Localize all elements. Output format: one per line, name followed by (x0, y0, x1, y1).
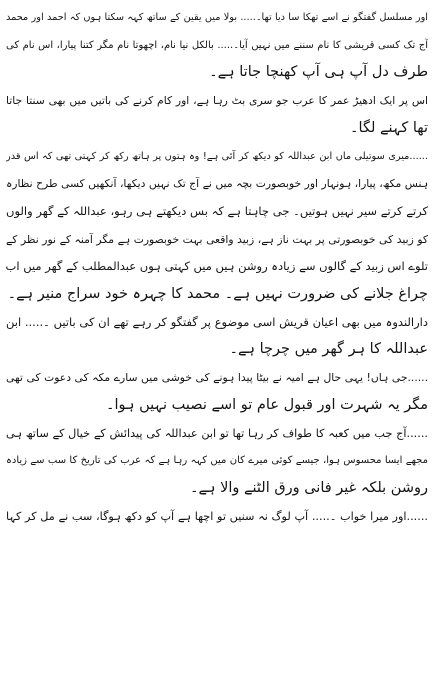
text-line: ......اور میرا خواب ۔..... آپ لوگ نہ سنیں تو اچھا ہے آپ کو دکھ ہوگا، سب نے مل کر کہا (6, 509, 428, 523)
text-line: ......آج جب میں کعبہ کا طواف کر رہا تھا تو ابن عبداللہ کی پیدائش کے خیال کے ساتھ ہی (6, 426, 428, 440)
text-line: اور مسلسل گفتگو نے اسے تھکا سا دیا تھا۔..... بولا میں یقین کے ساتھ کہہ سکتا ہوں کہ احمد اور محمد (6, 12, 428, 23)
text-line: طرف دل آپ ہی آپ کھنچا جاتا ہے۔ (209, 64, 428, 81)
text-line: آج تک کسی قریشی کا نام سننے میں نہیں آیا۔..... بالکل نیا نام، اچھوتا نام مگر کتنا پیارا، اس نام کی (6, 39, 428, 51)
text-line: عبداللہ کا ہر گھر میں چرچا ہے۔ (229, 341, 428, 358)
text-line: تھا کہنے لگا۔ (350, 119, 428, 136)
text-line: ہنس مکھ، پیارا، ہونہار اور خوبصورت بچہ میں نے آج تک نہیں دیکھا، آنکھیں کسی طرح نظارہ (6, 177, 428, 191)
text-line: کو زبید کی خوبصورتی پر بہت ناز ہے، زبید واقعی بہت خوبصورت ہے مگر آمنہ کے نور نظر کے (6, 232, 428, 246)
text-line: تلوے اس زبید کے گالوں سے زیادہ روشن ہیں میں کہتی ہوں عبدالمطلب کے گھر میں اب (6, 259, 428, 274)
text-line: مگر یہ شہرت اور قبول عام تو اسے نصیب نہیں ہوا۔ (106, 396, 428, 413)
text-line: مجھے ایسا محسوس ہوا، جیسے کوئی میرے کان میں کہہ رہا ہے کہ عرب کی تاریخ کا سب سے زیادہ (6, 455, 428, 467)
text-line: چراغ جلانے کی ضرورت نہیں ہے۔ محمد کا چہرہ خود سراج منیر ہے۔ (7, 286, 428, 303)
text-line: ......میری سوتیلی ماں ابن عبداللہ کو دیکھ کر آئی ہے! وہ ہتوں پر ہاتھ رکھ کر کہتی تھی کہ اس قدر (6, 150, 428, 162)
text-line: ......جی ہاں! یہی حال ہے امیہ نے بیٹا پیدا ہونے کی خوشی میں سارے مکہ کی دعوت کی تھی (6, 371, 428, 385)
text-line: دارالندوہ میں بھی اعیان قریش اسی موضوع پر گفتگو کر رہے تھے ان کی باتیں ۔..... ابن (6, 314, 428, 329)
text-line: اس پر ایک ادھیڑ عمر کا عرب جو سری بٹ رہا ہے، اور کام کرنے کی باتیں میں بھی سنتا جاتا (6, 94, 428, 108)
text-line: روشن بلکہ غیر فانی ورق الٹنے والا ہے۔ (190, 479, 428, 496)
text-line: کرتے کرتے سیر نہیں ہوتیں۔ جی چاہتا ہے کہ بس دیکھتے ہی رہو، عبداللہ کے گھر والوں (6, 203, 428, 218)
